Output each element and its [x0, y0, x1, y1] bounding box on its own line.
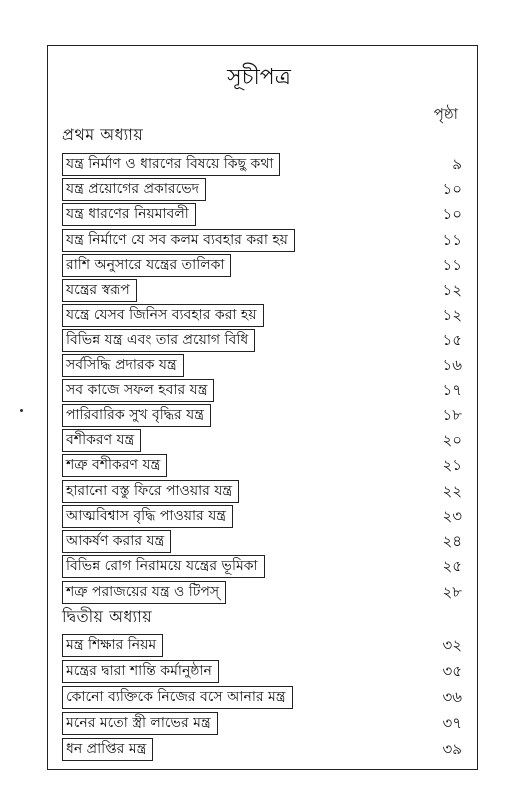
toc-entry-title[interactable]: যন্ত্র নির্মাণ ও ধারণের বিষয়ে কিছু কথা	[62, 153, 280, 176]
toc-entry-title[interactable]: বিভিন্ন রোগ নিরাময়ে যন্ত্রের ভূমিকা	[62, 555, 265, 578]
toc-row[interactable]	[62, 378, 462, 403]
toc-row[interactable]	[62, 554, 462, 579]
toc-row[interactable]	[62, 328, 462, 353]
toc-page-number: ২৮	[442, 583, 462, 601]
toc-row[interactable]	[62, 403, 462, 428]
toc-entry-title[interactable]: যন্ত্র ধারণের নিয়মাবলী	[62, 203, 196, 226]
chapter-heading-2: দ্বিতীয় অধ্যায়	[62, 607, 153, 626]
toc-entry-title[interactable]: যন্ত্র নির্মাণে যে সব কলম ব্যবহার করা হয়	[62, 229, 295, 252]
toc-row[interactable]	[62, 479, 462, 504]
toc-row[interactable]	[62, 685, 462, 710]
toc-entry-title[interactable]: যন্ত্রের স্বরূপ	[62, 279, 137, 302]
toc-row[interactable]	[62, 177, 462, 202]
toc-entry-title[interactable]: শত্রু বশীকরণ যন্ত্র	[62, 454, 167, 477]
toc-page-number: ২৪	[442, 532, 462, 550]
toc-page-number: ১৭	[442, 381, 462, 399]
toc-page-number: ৩৭	[442, 714, 462, 732]
toc-row[interactable]	[62, 453, 462, 478]
toc-page-number: ২৩	[442, 507, 462, 525]
toc-row[interactable]	[62, 353, 462, 378]
toc-page-number: ১০	[442, 180, 462, 198]
toc-page-number: ৩৫	[442, 662, 462, 680]
toc-entry-title[interactable]: আকর্ষণ করার যন্ত্র	[62, 530, 171, 553]
toc-entry-title[interactable]: সব কাজে সফল হবার যন্ত্র	[62, 379, 214, 402]
toc-entry-title[interactable]: কোনো ব্যক্তিকে নিজের বসে আনার মন্ত্র	[62, 686, 293, 709]
toc-row[interactable]	[62, 711, 462, 736]
toc-row[interactable]	[62, 580, 462, 605]
stray-dot-mark	[20, 409, 23, 412]
toc-entry-title[interactable]: রাশি অনুসারে যন্ত্রের তালিকা	[62, 254, 231, 277]
toc-entry-title[interactable]: হারানো বস্তু ফিরে পাওয়ার যন্ত্র	[62, 480, 239, 503]
page-title: সূচীপত্র	[227, 65, 291, 90]
toc-page-number: ২২	[442, 482, 462, 500]
toc-page-number: ১৮	[442, 406, 462, 424]
toc-page-number: ২১	[442, 456, 462, 474]
toc-page-number: ১০	[442, 205, 462, 223]
toc-row[interactable]	[62, 278, 462, 303]
toc-page-number: ১২	[442, 281, 462, 299]
toc-entry-title[interactable]: যন্ত্র প্রয়োগের প্রকারভেদ	[62, 178, 206, 201]
toc-row[interactable]	[62, 152, 462, 177]
toc-row[interactable]	[62, 737, 462, 762]
toc-row[interactable]	[62, 504, 462, 529]
toc-entry-title[interactable]: শত্রু পরাজয়ের যন্ত্র ও টিপস্	[62, 581, 226, 604]
toc-page-number: ২৫	[442, 557, 462, 575]
toc-row[interactable]	[62, 428, 462, 453]
toc-row[interactable]	[62, 202, 462, 227]
toc-entry-title[interactable]: মনের মতো স্ত্রী লাভের মন্ত্র	[62, 712, 218, 735]
toc-entry-title[interactable]: পারিবারিক সুখ বৃদ্ধির যন্ত্র	[62, 404, 211, 427]
toc-page-number: ৯	[452, 155, 462, 173]
chapter-heading-1: প্রথম অধ্যায়	[62, 125, 144, 144]
toc-page-number: ২০	[442, 431, 462, 449]
toc-row[interactable]	[62, 659, 462, 684]
toc-page-number: ৩২	[442, 636, 462, 654]
toc-row[interactable]	[62, 633, 462, 658]
toc-entry-title[interactable]: ধন প্রাপ্তির মন্ত্র	[62, 738, 153, 761]
toc-page-number: ১১	[442, 256, 462, 274]
toc-entry-title[interactable]: যন্ত্রে যেসব জিনিস ব্যবহার করা হয়	[62, 304, 264, 327]
toc-row[interactable]	[62, 529, 462, 554]
toc-row[interactable]	[62, 228, 462, 253]
toc-entry-title[interactable]: বিভিন্ন যন্ত্র এবং তার প্রয়োগ বিধি	[62, 329, 255, 352]
toc-page-number: ১১	[442, 231, 462, 249]
toc-page-number: ৩৯	[442, 740, 462, 758]
page-column-label: পৃষ্ঠা	[433, 105, 458, 123]
toc-page-number: ১৫	[442, 331, 462, 349]
toc-page-number: ১৬	[442, 356, 462, 374]
toc-page-number: ৩৬	[442, 688, 462, 706]
toc-entry-title[interactable]: মন্ত্রের দ্বারা শান্তি কর্মানুষ্ঠান	[62, 660, 219, 683]
toc-row[interactable]	[62, 253, 462, 278]
toc-entry-title[interactable]: আত্মবিশ্বাস বৃদ্ধি পাওয়ার যন্ত্র	[62, 505, 233, 528]
toc-page-number: ১২	[442, 306, 462, 324]
toc-row[interactable]	[62, 303, 462, 328]
toc-entry-title[interactable]: বশীকরণ যন্ত্র	[62, 429, 141, 452]
toc-entry-title[interactable]: সর্বসিদ্ধি প্রদারক যন্ত্র	[62, 354, 184, 377]
toc-entry-title[interactable]: মন্ত্র শিক্ষার নিয়ম	[62, 634, 163, 657]
